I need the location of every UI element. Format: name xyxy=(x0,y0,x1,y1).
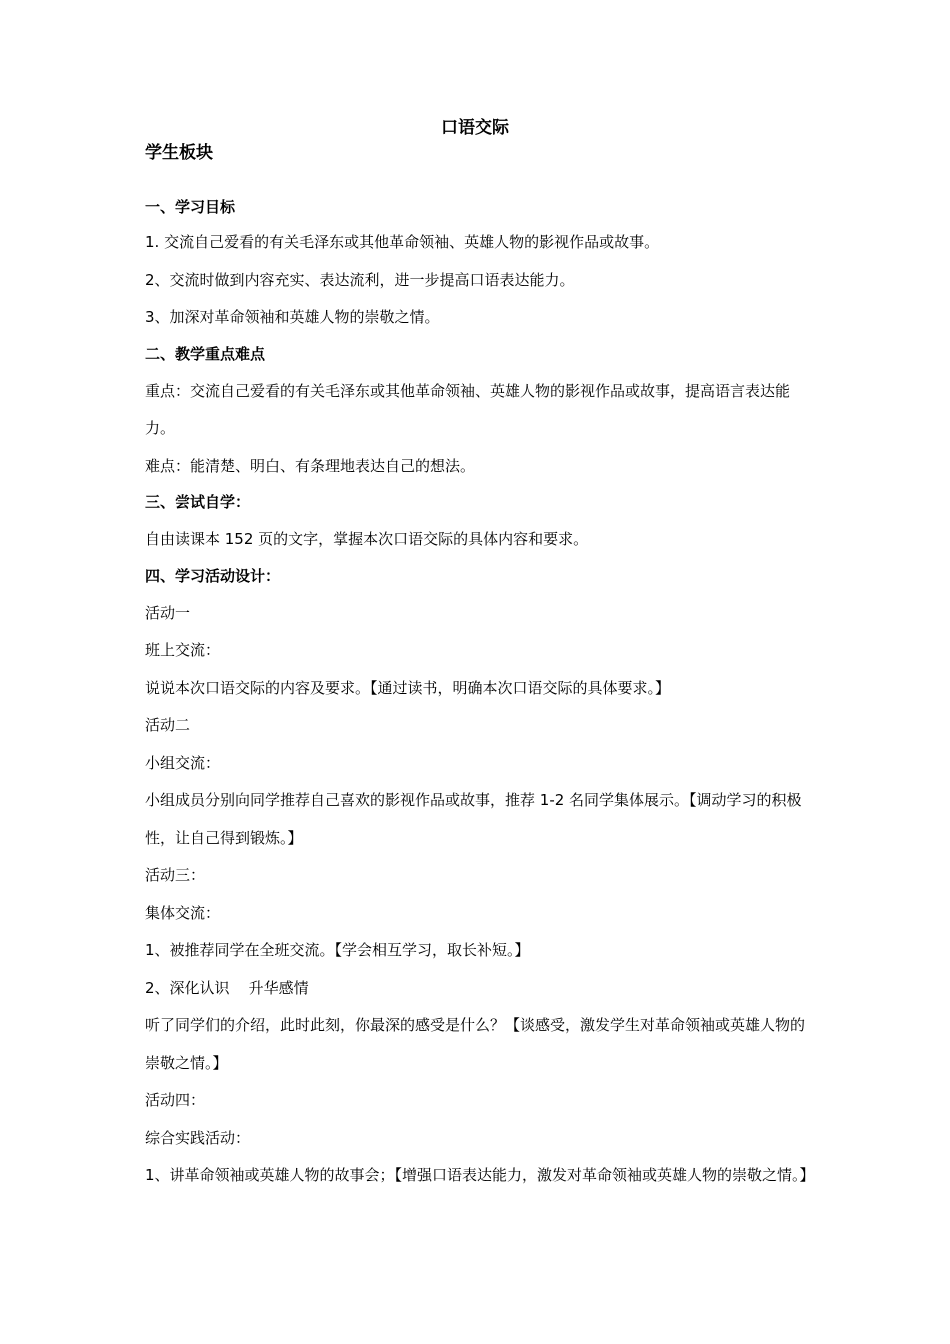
page-title: 口语交际 xyxy=(441,118,509,138)
paragraph: 活动三： xyxy=(145,866,206,884)
paragraph: 活动二 xyxy=(145,716,191,734)
paragraph: 活动一 xyxy=(145,603,191,622)
paragraph: 2、深化认识 升华感情 xyxy=(145,978,309,997)
paragraph: 重点：交流自己爱看的有关毛泽东或其他革命领袖、英雄人物的影视作品或故事，提高语言表达能力。 xyxy=(145,381,791,437)
paragraph: 1. 交流自己爱看的有关毛泽东或其他革命领袖、英雄人物的影视作品或故事。 xyxy=(145,233,660,251)
paragraph: 1、讲革命领袖或英雄人物的故事会；【增强口语表达能力，激发对革命领袖或英雄人物的崇敬之情。】 xyxy=(145,1166,815,1184)
heading-objectives: 一、学习目标 xyxy=(145,198,236,216)
paragraph: 2、交流时做到内容充实、表达流利，进一步提高口语表达能力。 xyxy=(145,270,575,289)
section-heading: 学生板块 xyxy=(145,143,213,163)
paragraph: 活动四： xyxy=(145,1091,206,1109)
paragraph: 说说本次口语交际的内容及要求。【通过读书，明确本次口语交际的具体要求。】 xyxy=(145,678,671,697)
paragraph: 3、加深对革命领袖和英雄人物的崇敬之情。 xyxy=(145,308,440,326)
paragraph: 难点：能清楚、明白、有条理地表达自己的想法。 xyxy=(145,456,476,475)
paragraph: 小组成员分别向同学推荐自己喜欢的影视作品或故事，推荐 1-2 名同学集体展示。【调动学习的积极性，让自己得到锻炼。】 xyxy=(145,791,802,847)
paragraph: 班上交流： xyxy=(145,641,221,659)
paragraph: 听了同学们的介绍，此时此刻，你最深的感受是什么？【谈感受，激发学生对革命领袖或英雄人物的崇敬之情。】 xyxy=(145,1016,806,1072)
paragraph: 自由读课本 152 页的文字，掌握本次口语交际的具体内容和要求。 xyxy=(145,530,589,548)
paragraph: 集体交流： xyxy=(145,903,221,922)
document-body xyxy=(145,140,815,1195)
heading-activities: 四、学习活动设计： xyxy=(145,566,281,585)
paragraph: 1、被推荐同学在全班交流。【学会相互学习，取长补短。】 xyxy=(145,941,530,959)
heading-self-study: 三、尝试自学： xyxy=(145,493,251,511)
heading-key-points: 二、教学重点难点 xyxy=(145,344,266,363)
paragraph: 综合实践活动： xyxy=(145,1128,251,1147)
paragraph: 小组交流： xyxy=(145,753,221,772)
